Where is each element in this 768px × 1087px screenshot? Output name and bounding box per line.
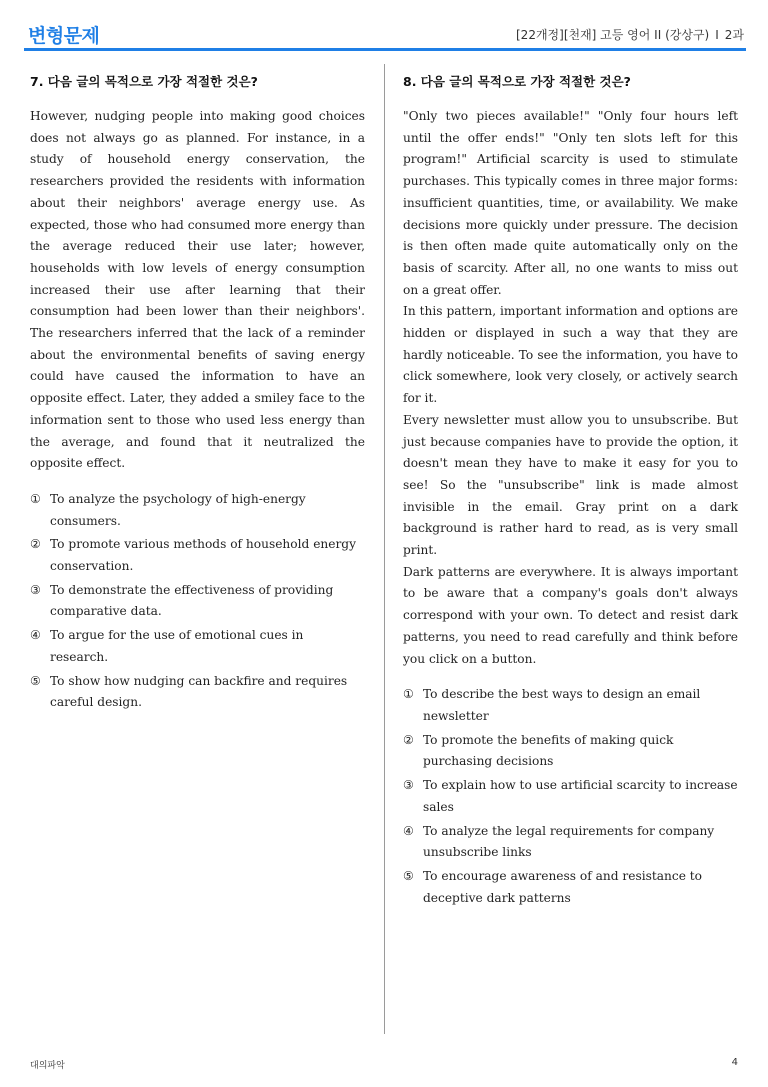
- option-text: To demonstrate the effectiveness of providing comparative data.: [50, 582, 334, 619]
- answer-option[interactable]: [30, 625, 365, 668]
- option-text: To promote various methods of household energy conservation.: [50, 537, 356, 574]
- option-text: To encourage awareness of and resistance to deceptive dark patterns: [423, 868, 703, 905]
- option-text: To describe the best ways to design an email newsletter: [423, 687, 701, 723]
- subject-label: [516, 26, 744, 43]
- question-7-title: 7. 다음 글의 목적으로 가장 적절한 것은?: [30, 74, 258, 89]
- subject-text: [22개정][천재] 고등 영어 II (강상구): [516, 28, 710, 42]
- option-number: ④: [30, 628, 41, 643]
- answer-option[interactable]: [403, 684, 738, 727]
- subject-separator: I: [715, 28, 719, 42]
- question-7: [30, 64, 365, 716]
- option-number: ①: [403, 687, 414, 702]
- lesson-label: 2과: [724, 28, 744, 42]
- question-8-paragraph: In this pattern, important information and options are hidden or displayed in such a way that they are hardly noticeable. To see the information, you have to click somewhere, look very closely, or actively search for it.: [403, 304, 738, 406]
- option-text: To explain how to use artificial scarcity to increase sales: [423, 778, 738, 814]
- question-8: [403, 64, 738, 911]
- option-number: ⑤: [30, 673, 41, 688]
- answer-option[interactable]: [403, 866, 738, 909]
- column-divider: [384, 64, 385, 1034]
- question-7-passage: However, nudging people into making good choices does not always go as planned. For instance, in a study of household energy conservation, the researchers provided the residents with information about their neighbors' average energy use. As expected, those who had consumed more energy than the average reduced their use later; however, households with low levels of energy consumption increased their use after learning that their consumption had been lower than their neighbors'. The researchers inferred that the lack of a reminder about the environmental benefits of saving energy could have caused the information to have an opposite effect. Later, they added a smiley face to the information sent to those who used less energy than the average, and found that it neutralized the opposite effect.: [30, 109, 365, 471]
- brand-title: 변형문제: [28, 25, 100, 47]
- question-8-paragraph: "Only two pieces available!" "Only four hours left until the offer ends!" "Only ten slots left for this program!" Artificial scarcity is used to stimulate purchases. This typically comes in three major forms: insufficient quantities, time, or availability. We make decisions more quickly under pressure. The decision is then often made quite automatically only on the basis of scarcity. After all, no one wants to miss out on a great offer.: [403, 109, 738, 297]
- answer-option[interactable]: [403, 775, 738, 818]
- option-text: To argue for the use of emotional cues in research.: [50, 628, 304, 664]
- answer-option[interactable]: [30, 580, 365, 623]
- question-8-title: 8. 다음 글의 목적으로 가장 적절한 것은?: [403, 74, 631, 89]
- answer-option[interactable]: [30, 534, 365, 577]
- option-text: To promote the benefits of making quick purchasing decisions: [423, 732, 674, 769]
- page-header: [24, 18, 746, 51]
- option-number: ③: [30, 582, 41, 597]
- question-7-options: [30, 489, 365, 714]
- option-text: To analyze the legal requirements for company unsubscribe links: [423, 823, 715, 860]
- question-8-paragraph: Dark patterns are everywhere. It is always important to be aware that a company's goals don't always correspond with your own. To detect and resist dark patterns, you need to read carefully and think before you click on a button.: [403, 564, 738, 666]
- answer-option[interactable]: [403, 821, 738, 864]
- option-number: ②: [403, 732, 414, 747]
- question-8-options: [403, 684, 738, 909]
- option-number: ②: [30, 537, 41, 552]
- option-text: To show how nudging can backfire and requires careful design.: [50, 673, 348, 710]
- footer-category: 대의파악: [30, 1061, 65, 1071]
- option-number: ⑤: [403, 868, 414, 883]
- page-number: 4: [731, 1057, 738, 1068]
- option-number: ③: [403, 778, 414, 793]
- option-text: To analyze the psychology of high-energy consumers.: [50, 491, 306, 528]
- answer-option[interactable]: [403, 730, 738, 773]
- option-number: ④: [403, 823, 414, 838]
- answer-option[interactable]: [30, 489, 365, 532]
- answer-option[interactable]: [30, 671, 365, 714]
- option-number: ①: [30, 491, 41, 506]
- question-8-paragraph: Every newsletter must allow you to unsubscribe. But just because companies have to provide the option, it doesn't mean they have to make it easy for you to see! So the "unsubscribe" link is made almost invisible in the email. Gray print on a dark background is rather hard to read, as is very small print.: [403, 412, 738, 558]
